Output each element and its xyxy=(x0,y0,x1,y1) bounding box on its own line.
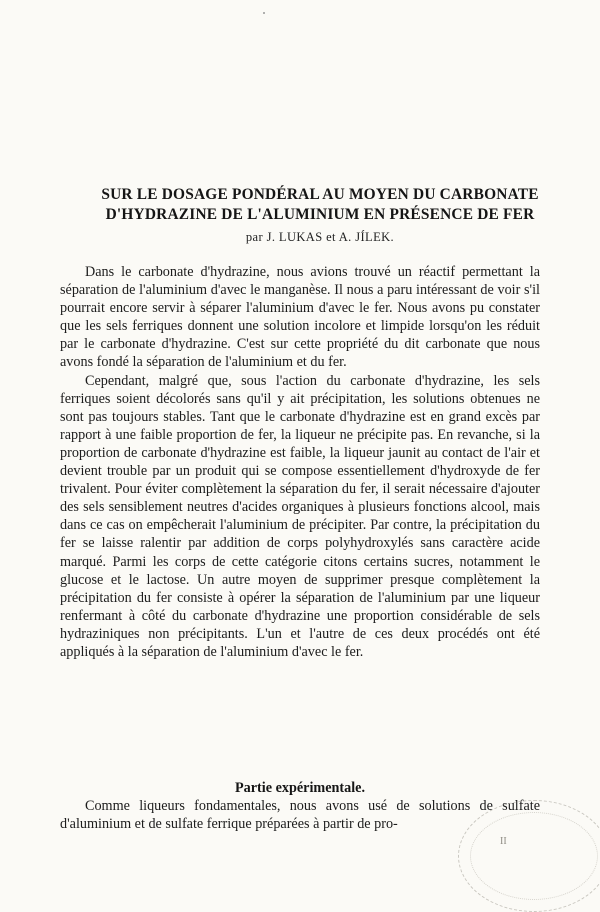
library-stamp-text: II xyxy=(500,836,507,847)
article-title xyxy=(60,185,580,225)
section-title: Partie expérimentale. xyxy=(235,779,365,796)
title-line-2: D'HYDRAZINE DE L'ALUMINIUM EN PRÉSENCE DE FER xyxy=(105,206,535,224)
title-line-1: SUR LE DOSAGE PONDÉRAL AU MOYEN DU CARBONATE xyxy=(101,186,539,204)
library-stamp-inner-ring xyxy=(470,812,598,900)
paragraph-2: Cependant, malgré que, sous l'action du carbonate d'hydrazine, les sels ferriques soient décolorés sans qu'il y ait précipitation, les solutions obtenues ne sont pas toujours stables. Tant que le carbonate d'hydrazine est en grand excès par rapport à une faible proportion de fer, la liqueur ne précipite pas. En revanche, si la proportion de carbonate d'hydrazine est faible, la liqueur jaunit au contact de l'air et devient trouble par un produit qui se compose essentiellement d'hydroxyde de fer trivalent. Pour éviter complètement la séparation du fer, il serait nécessaire d'ajouter des sels sensiblement neutres d'acides organiques à plusieurs fonctions alcool, mais dans ce cas on empêcherait l'aluminium de précipiter. Par contre, la précipitation du fer se laisse ralentir par addition de corps polyhydroxylés sans caractère acide marqué. Parmi les corps de cette catégorie citons certains sucres, notamment le glucose et le lactose. Un autre moyen de supprimer presque complètement la précipitation du fer consiste à opérer la séparation de l'aluminium par une liqueur renfermant à côté du carbonate d'hydrazine une proportion considérable de sels hydraziniques non précipitants. L'un et l'autre de ces deux procédés ont été appliqués à la séparation de l'aluminium d'avec le fer. xyxy=(60,372,540,660)
paragraph-3: Comme liqueurs fondamentales, nous avons usé de solutions de sulfate d'aluminium et de sulfate ferrique préparées à partir de pro- xyxy=(60,798,540,833)
article-body xyxy=(60,263,540,661)
paragraph-1: Dans le carbonate d'hydrazine, nous avions trouvé un réactif permettant la séparation de l'aluminium d'avec le manganèse. Il nous a paru intéressant de voir s'il pourrait encore servir à séparer l'aluminium d'avec le fer. Nous avons pu constater que les sels ferriques donnent une solution incolore et limpide lorsqu'on les réduit par le carbonate d'hydrazine. C'est sur cette propriété du dit carbonate que nous avons fondé la séparation de l'aluminium et du fer. xyxy=(60,264,540,371)
paper-speck xyxy=(263,12,265,14)
article-authors: par J. LUKAS et A. JÍLEK. xyxy=(245,230,395,244)
